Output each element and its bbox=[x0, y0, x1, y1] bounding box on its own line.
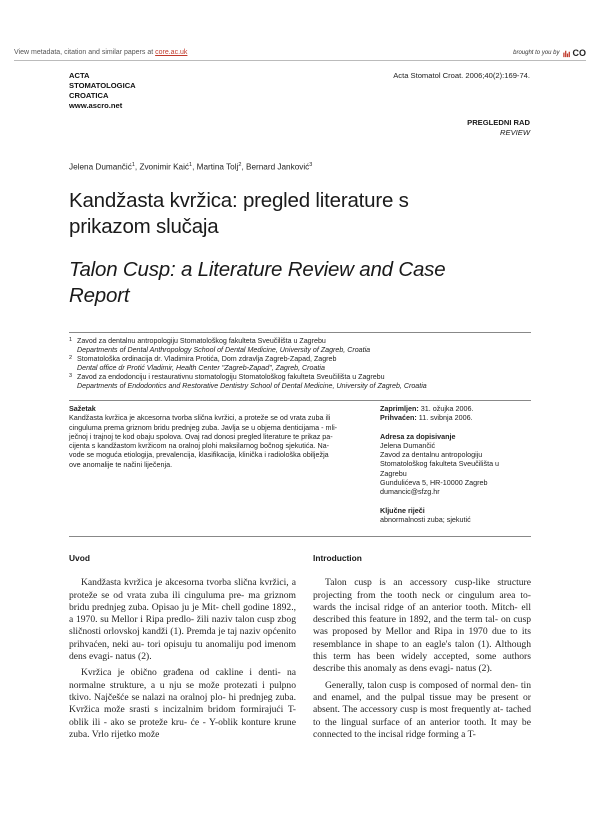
article-info bbox=[380, 404, 530, 524]
affiliation-en: Dental office dr Protić Vladimir, Health Center "Zagreb-Zapad", Zagreb, Croatia bbox=[77, 364, 325, 373]
abstract-line: ove anomalije te načini liječenja. bbox=[69, 459, 173, 469]
body-line: tached to the lingual surface of an anterior tooth. It bbox=[313, 704, 531, 728]
affiliation-hr: Stomatološka ordinacija dr. Vladimira Protića, Dom zdravlja Zagreb-Zapad, Zagreb bbox=[77, 355, 337, 364]
journal-name-line-2: STOMATOLOGICA bbox=[69, 81, 136, 90]
body-line: Talon cusp is an accessory cusp-like structure bbox=[325, 577, 531, 589]
abstract bbox=[69, 404, 369, 469]
affiliation-en: Departments of Dental Anthropology School of Dental Medicine, University of Zagreb, Croatia bbox=[77, 346, 371, 355]
abstract-bottom-rule bbox=[69, 536, 531, 537]
body-line: tin and enamel, and the pulpal tissue may be present bbox=[313, 679, 531, 703]
title-hr-line: Kandžasta kvržica: pregled literature s bbox=[69, 189, 409, 212]
body-line: projecting from the tooth neck or cingulum area to- bbox=[313, 589, 531, 601]
brought-to-you-by bbox=[513, 48, 586, 58]
received-value: 31. ožujka 2006. bbox=[420, 404, 474, 413]
affiliation-hr: Zavod za dentalnu antropologiju Stomatološkog fakulteta Sveučilišta u Zagrebu bbox=[77, 337, 326, 345]
article-type-hr: PREGLEDNI RAD bbox=[467, 118, 530, 127]
keywords: abnormalnosti zuba; sjekutić bbox=[380, 514, 471, 524]
contact-email[interactable]: dumancic@sfzg.hr bbox=[380, 487, 440, 497]
address-line: Gundulićeva 5, HR-10000 Zagreb bbox=[380, 478, 488, 488]
body-column-english bbox=[313, 552, 531, 745]
paragraph-hr-1 bbox=[69, 577, 296, 663]
body-line: wards the incisal ridge of an anterior tooth. Mitch- bbox=[313, 601, 518, 613]
accepted-label: Prihvaćen: bbox=[380, 413, 417, 423]
title-en-line: Report bbox=[69, 284, 130, 307]
section-heading-introduction: Introduction bbox=[313, 553, 362, 563]
article-type bbox=[467, 118, 530, 138]
body-line: (1). Premda je taj naziv općenito prihvaćen, neki au- bbox=[69, 626, 296, 650]
accepted-date bbox=[380, 413, 530, 422]
received-date bbox=[380, 404, 530, 413]
address-line: Stomatološkog fakulteta Sveučilišta u bbox=[380, 459, 500, 469]
abstract-line: vode se moguća etiologija, prevalencija, klasifikacija, klinička i radiološka obilježja bbox=[69, 450, 329, 460]
journal-citation: Acta Stomatol Croat. 2006;40(2):169-74. bbox=[393, 71, 530, 80]
body-line: kvržici, a proteže se od vrata zuba ili cinguluma pre- bbox=[69, 577, 296, 601]
section-heading-uvod: Uvod bbox=[69, 553, 90, 563]
banner-divider bbox=[14, 60, 586, 61]
abstract-line: cinguluma prema griznom bridu prednjeg zuba. Javlja se u objema denticijama - mli- bbox=[69, 422, 338, 432]
author-affil-sup: 1 bbox=[131, 162, 135, 168]
affiliation bbox=[69, 373, 529, 391]
accepted-value: 11. svibnja 2006. bbox=[418, 413, 473, 423]
core-logo[interactable] bbox=[563, 48, 587, 58]
address-line: Zagrebu bbox=[380, 468, 407, 478]
body-line: bridom formirajući T-oblik ili - ako se proteže kru- bbox=[69, 704, 296, 728]
journal-name-line-3: CROATICA bbox=[69, 91, 109, 100]
brought-by-text: brought to you by bbox=[513, 50, 560, 56]
affiliation-number: 3 bbox=[69, 373, 73, 380]
core-link[interactable]: core.ac.uk bbox=[155, 49, 188, 56]
title-croatian bbox=[69, 188, 509, 240]
core-banner bbox=[14, 49, 187, 56]
author-affil-sup: 2 bbox=[238, 162, 242, 168]
body-line: Kvržica je obično građena od cakline i denti- bbox=[81, 667, 281, 679]
title-hr-line: prikazom slučaja bbox=[69, 215, 219, 238]
author-name: Zvonimir Kaić bbox=[139, 162, 190, 172]
affiliations-bottom-rule bbox=[69, 400, 531, 401]
body-line: chell godine 1892., a 1970. su Mellor i Ripa predlo- bbox=[69, 601, 296, 626]
affiliations bbox=[69, 337, 529, 392]
author-list: Jelena Dumančić$^1$, Zvonimir Kaić$^1$, Martina Tolj$^2$, Bernard Janković$^3$ bbox=[69, 162, 313, 172]
abstract-line: cijenta s kandžastom kvržicom na oralnoj plohi maksilarnog bočnog sjekutića. Na- bbox=[69, 441, 330, 451]
address-line: Jelena Dumančić bbox=[380, 440, 436, 450]
body-line: natus (2). bbox=[115, 651, 152, 663]
body-line: (1). Although this term has been widely accepted, bbox=[313, 638, 531, 663]
body-line: ma griznom bridu prednjeg zuba. Opisao ju je Mit- bbox=[69, 589, 297, 613]
paragraph-en-1 bbox=[313, 577, 531, 675]
journal-url[interactable]: www.ascro.net bbox=[69, 101, 123, 110]
author-affil-sup: 1 bbox=[189, 162, 193, 168]
abstract-line: Kandžasta kvržica je akcesorna tvorba slična kvržici, a proteže se od vrata zuba ili bbox=[69, 413, 331, 423]
core-logo-text: CO bbox=[572, 48, 586, 58]
affiliation bbox=[69, 355, 529, 373]
received-label: Zaprimljen: bbox=[380, 404, 419, 413]
body-line: some authors describe this anomaly as dens evagi- bbox=[313, 651, 531, 675]
body-line: tori opisuju tu anomaliju pod imenom dens evagi- bbox=[69, 638, 296, 663]
body-line: may be connected to the incisal ridge forming a T- bbox=[313, 716, 531, 740]
author-name: Bernard Janković bbox=[246, 162, 310, 172]
body-column-croatian bbox=[69, 552, 296, 745]
body-line: i pulpno tkivo. Najčešće se nalazi na oralnoj plo- bbox=[69, 679, 296, 703]
body-line: due to its resemblance in shape to an eagle's talon bbox=[313, 626, 531, 650]
paragraph-en-2 bbox=[313, 680, 531, 741]
abstract-label: Sažetak bbox=[69, 404, 96, 413]
author-name: Martina Tolj bbox=[196, 162, 239, 172]
affiliation-number: 1 bbox=[69, 337, 73, 343]
affiliations-top-rule bbox=[69, 332, 531, 333]
address-label: Adresa za dopisivanje bbox=[380, 431, 456, 441]
journal-name-line-1: ACTA bbox=[69, 71, 90, 80]
body-line: natus (2). bbox=[455, 663, 493, 675]
affiliation bbox=[69, 337, 529, 355]
title-en-line: Talon Cusp: a Literature Review and Case bbox=[69, 258, 446, 281]
journal-masthead bbox=[69, 71, 136, 111]
core-logo-icon bbox=[563, 49, 572, 58]
body-line: na normalne strukture, a u nju se može protezati bbox=[69, 667, 296, 691]
author-name: Jelena Dumančić bbox=[69, 162, 132, 172]
author-affil-sup: 3 bbox=[309, 162, 313, 168]
paragraph-hr-2 bbox=[69, 667, 296, 741]
body-line: Generally, talon cusp is composed of normal den- bbox=[325, 679, 519, 691]
keywords-label: Ključne riječi bbox=[380, 505, 425, 515]
article-type-en: REVIEW bbox=[500, 128, 530, 137]
abstract-line: ječnoj i trajnoj te kod obaju spolova. Ovaj rad donosi pregled literature te prikaz pa- bbox=[69, 431, 333, 441]
body-line: Kandžasta kvržica je akcesorna tvorba slična bbox=[81, 577, 257, 589]
body-line: žili naziv talon cusp zbog sličnosti orlovskoj kandži bbox=[69, 614, 296, 638]
body-line: ell described this feature in 1892, and the term tal- bbox=[313, 601, 532, 626]
core-banner-prefix: View metadata, citation and similar papers at bbox=[14, 49, 156, 56]
affiliation-hr: Zavod za endodonciju i restaurativnu stomatologiju Stomatološkog fakulteta Sveučilišta u Zagrebu bbox=[77, 373, 385, 382]
body-line: hi prednjeg zuba. Kvržica može srasti s incizalnim bbox=[69, 691, 296, 716]
affiliation-number: 2 bbox=[69, 355, 73, 362]
address-line: Zavod za dentalnu antropologiju bbox=[380, 450, 483, 460]
body-line: on cusp was proposed by Mellor and Ripa in 1970 bbox=[313, 614, 532, 638]
title-english bbox=[69, 257, 509, 309]
body-line: će - Y-oblik konture krune zuba. Vrlo rijetko može bbox=[69, 716, 296, 740]
affiliation-en: Departments of Endodontics and Restorative Dentistry School of Dental Medicine, University of Zagreb, Croatia bbox=[77, 382, 427, 391]
body-line: or absent. The accessory cusp is most frequently at- bbox=[313, 691, 531, 716]
